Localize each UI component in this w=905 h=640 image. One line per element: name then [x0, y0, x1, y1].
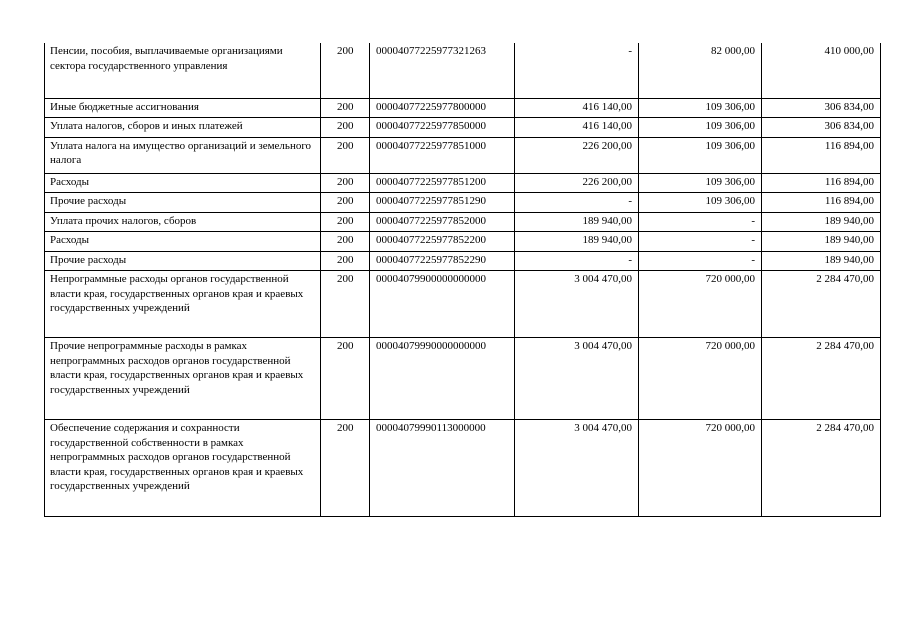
row-department-code: 200	[321, 338, 370, 420]
row-classification-code: 00004077225977800000	[370, 98, 515, 118]
row-classification-code: 00004077225977852000	[370, 212, 515, 232]
row-department-code: 200	[321, 251, 370, 271]
row-value-1: 189 940,00	[515, 212, 639, 232]
row-classification-code: 00004077225977852290	[370, 251, 515, 271]
row-department-code: 200	[321, 137, 370, 173]
row-value-2: 720 000,00	[639, 271, 762, 338]
budget-table	[44, 43, 881, 517]
row-value-2: 109 306,00	[639, 193, 762, 213]
table-row	[45, 173, 881, 193]
row-value-3: 306 834,00	[762, 98, 881, 118]
row-value-2: 109 306,00	[639, 173, 762, 193]
row-department-code: 200	[321, 420, 370, 517]
row-value-1: 3 004 470,00	[515, 420, 639, 517]
row-value-2: -	[639, 212, 762, 232]
row-value-1: 189 940,00	[515, 232, 639, 252]
row-value-3: 2 284 470,00	[762, 420, 881, 517]
row-name: Расходы	[45, 173, 321, 193]
row-value-3: 189 940,00	[762, 251, 881, 271]
row-value-3: 116 894,00	[762, 137, 881, 173]
row-name: Уплата налогов, сборов и иных платежей	[45, 118, 321, 138]
row-name: Непрограммные расходы органов государственной власти края, государственных органов края и краевых государственных учреждений	[45, 271, 321, 338]
row-name: Прочие непрограммные расходы в рамках непрограммных расходов органов государственной власти края, государственных органов края и краевых государственных учреждений	[45, 338, 321, 420]
row-value-1: 3 004 470,00	[515, 271, 639, 338]
row-value-1: 226 200,00	[515, 173, 639, 193]
row-value-1: 416 140,00	[515, 118, 639, 138]
row-department-code: 200	[321, 43, 370, 98]
row-value-2: -	[639, 232, 762, 252]
row-classification-code: 00004077225977851000	[370, 137, 515, 173]
row-name: Расходы	[45, 232, 321, 252]
row-name: Уплата прочих налогов, сборов	[45, 212, 321, 232]
table-row	[45, 43, 881, 98]
row-value-3: 189 940,00	[762, 212, 881, 232]
table-row	[45, 212, 881, 232]
row-department-code: 200	[321, 212, 370, 232]
row-value-2: 720 000,00	[639, 420, 762, 517]
table-row	[45, 137, 881, 173]
row-value-3: 189 940,00	[762, 232, 881, 252]
row-value-3: 116 894,00	[762, 173, 881, 193]
row-department-code: 200	[321, 232, 370, 252]
table-row	[45, 98, 881, 118]
row-value-1: 226 200,00	[515, 137, 639, 173]
row-classification-code: 00004077225977321263	[370, 43, 515, 98]
row-value-3: 306 834,00	[762, 118, 881, 138]
row-name: Прочие расходы	[45, 251, 321, 271]
row-value-2: 82 000,00	[639, 43, 762, 98]
table-row	[45, 271, 881, 338]
row-value-2: -	[639, 251, 762, 271]
row-department-code: 200	[321, 118, 370, 138]
row-value-2: 109 306,00	[639, 118, 762, 138]
row-value-1: 3 004 470,00	[515, 338, 639, 420]
table-row	[45, 232, 881, 252]
budget-table-body	[45, 43, 881, 517]
table-row	[45, 251, 881, 271]
row-name: Пенсии, пособия, выплачиваемые организациями сектора государственного управления	[45, 43, 321, 98]
row-department-code: 200	[321, 271, 370, 338]
row-value-1: 416 140,00	[515, 98, 639, 118]
table-row	[45, 193, 881, 213]
row-value-1: -	[515, 43, 639, 98]
row-name: Иные бюджетные ассигнования	[45, 98, 321, 118]
row-value-3: 410 000,00	[762, 43, 881, 98]
row-value-1: -	[515, 193, 639, 213]
row-department-code: 200	[321, 173, 370, 193]
table-row	[45, 338, 881, 420]
row-value-1: -	[515, 251, 639, 271]
row-value-3: 2 284 470,00	[762, 271, 881, 338]
row-name: Обеспечение содержания и сохранности государственной собственности в рамках непрограммных расходов органов государственной власти края, государственных органов края и краевых государственных учреждений	[45, 420, 321, 517]
row-value-3: 116 894,00	[762, 193, 881, 213]
budget-table-page	[44, 43, 880, 517]
row-department-code: 200	[321, 193, 370, 213]
row-classification-code: 00004079990113000000	[370, 420, 515, 517]
table-row	[45, 118, 881, 138]
row-classification-code: 00004077225977851200	[370, 173, 515, 193]
row-department-code: 200	[321, 98, 370, 118]
row-value-2: 109 306,00	[639, 98, 762, 118]
row-classification-code: 00004077225977852200	[370, 232, 515, 252]
row-classification-code: 00004077225977850000	[370, 118, 515, 138]
row-value-3: 2 284 470,00	[762, 338, 881, 420]
row-value-2: 109 306,00	[639, 137, 762, 173]
row-classification-code: 00004079990000000000	[370, 338, 515, 420]
row-name: Уплата налога на имущество организаций и земельного налога	[45, 137, 321, 173]
row-name: Прочие расходы	[45, 193, 321, 213]
row-value-2: 720 000,00	[639, 338, 762, 420]
row-classification-code: 00004079900000000000	[370, 271, 515, 338]
table-row	[45, 420, 881, 517]
row-classification-code: 00004077225977851290	[370, 193, 515, 213]
